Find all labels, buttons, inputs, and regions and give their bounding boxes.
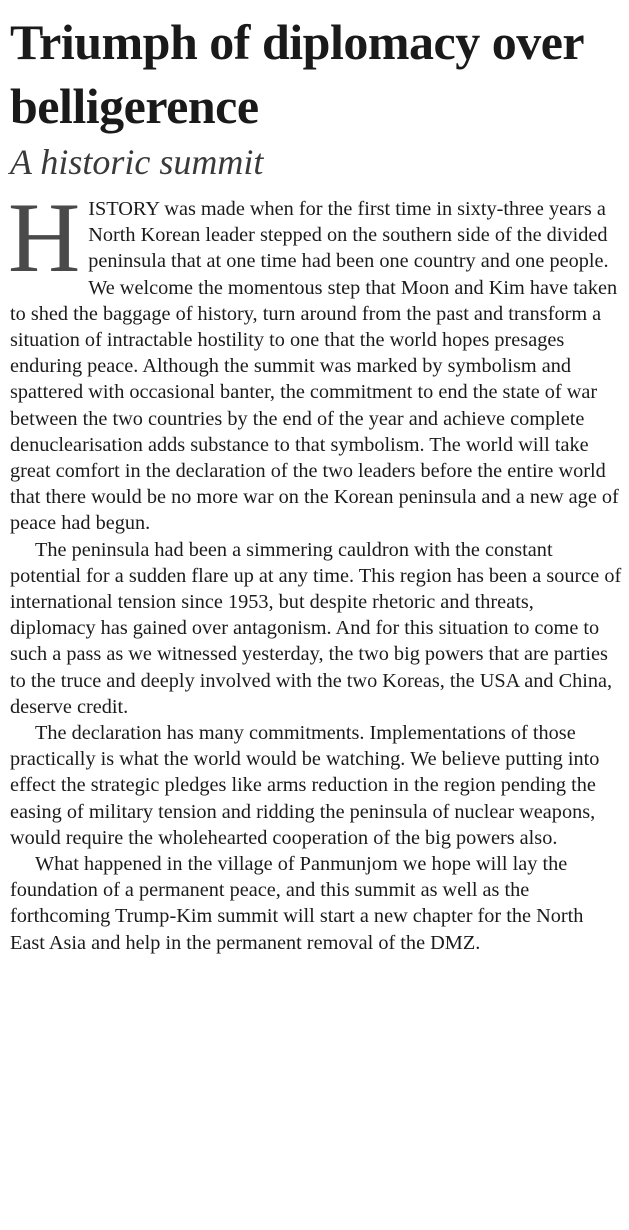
paragraph-1-text: ISTORY was made when for the first time in sixty-three years a North Korean leader stepped on the southern side of the divided peninsula that at one time had been one country and one people. We welcome the momentous step that Moon and Kim have taken to shed the baggage of history, turn around from the past and transform a situation of intractable hostility to one that the world hopes presages enduring peace. Although the summit was marked by symbolism and spattered with occasional banter, the commitment to end the state of war between the two countries by the end of the year and achieve complete denuclearisation adds substance to that symbolism. The world will take great comfort in the declaration of the two leaders before the entire world that there would be no more war on the Korean peninsula and a new age of peace had begun.	[10, 198, 619, 535]
paragraph-2: The peninsula had been a simmering cauldron with the constant potential for a sudden flare up at any time. This region has been a source of international tension since 1953, but despite rhetoric and threats, diplomacy has gained over antagonism. And for this situation to come to such a pass as we witnessed yesterday, the two big powers that are parties to the truce and deeply involved with the two Koreas, the USA and China, deserve credit.	[10, 538, 622, 718]
drop-cap: H	[8, 182, 81, 293]
paragraph-1	[8, 182, 622, 537]
article-body	[8, 182, 622, 956]
paragraph-4: What happened in the village of Panmunjom we hope will lay the foundation of a permanent peace, and this summit as well as the forthcoming Trump-Kim summit will start a new chapter for the North East Asia and help in the permanent removal of the DMZ.	[10, 853, 584, 954]
editorial-article	[10, 10, 622, 956]
subhead: A historic summit	[10, 142, 264, 182]
headline: Triumph of diplomacy over belligerence	[10, 14, 584, 134]
paragraph-3: The declaration has many commitments. Implementations of those practically is what the world would be watching. We believe putting into effect the strategic pledges like arms reduction in the region pending the easing of military tension and ridding the peninsula of nuclear weapons, would require the wholehearted cooperation of the big powers also.	[10, 722, 600, 849]
